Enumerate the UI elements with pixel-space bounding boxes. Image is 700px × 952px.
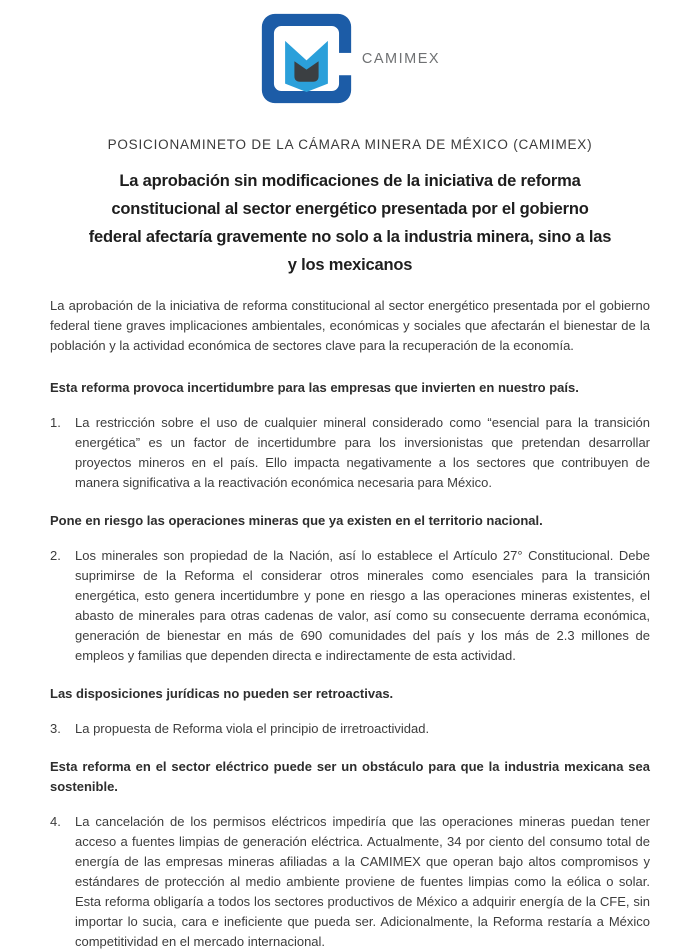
subhead-incertidumbre: Esta reforma provoca incertidumbre para las empresas que invierten en nuestro país.	[50, 380, 579, 395]
camimex-logo	[50, 12, 650, 105]
camimex-logo-icon	[260, 12, 353, 105]
document-heading: POSICIONAMINETO DE LA CÁMARA MINERA DE MÉXICO (CAMIMEX)	[107, 137, 593, 152]
document-title	[50, 167, 650, 279]
subhead-retroactivas: Las disposiciones jurídicas no pueden ser retroactivas.	[50, 686, 394, 701]
item-number: 3.	[50, 721, 61, 736]
item-text: La restricción sobre el uso de cualquier mineral considerado como “esencial para la transición energética” es un factor de incertidumbre para los inversionistas que pretendan desarrollar proyectos mineros en el país. Ello impacta negativamente a los sectores que contribuyen de manera significativa a la reactivación económica necesaria para México.	[75, 415, 650, 490]
logo-wordmark: CAMIMEX	[361, 50, 441, 67]
logo-ring-gap	[336, 53, 353, 75]
list-item-1	[50, 413, 650, 493]
item-text: Los minerales son propiedad de la Nación, así lo establece el Artículo 27° Constitucional. Debe suprimirse de la Reforma el considerar otros minerales como esenciales para la transición energética, esto genera incertidumbre y pone en riesgo a las operaciones mineras existentes, el abasto de minerales para otras cadenas de valor, así como su consecuente derrama económica, generación de bienestar en más de 690 comunidades del país y los más de 2.3 millones de empleos y familias que dependen directa e indirectamente de esta actividad.	[75, 548, 650, 663]
subhead-riesgo-operaciones: Pone en riesgo las operaciones mineras que ya existen en el territorio nacional.	[50, 513, 543, 528]
subhead-sector-electrico: Esta reforma en el sector eléctrico puede ser un obstáculo para que la industria mexicana sea sostenible.	[50, 759, 650, 794]
title-line: La aprobación sin modificaciones de la iniciativa de reforma	[119, 172, 581, 190]
title-line: constitucional al sector energético presentada por el gobierno	[111, 200, 589, 218]
title-line: federal afectaría gravemente no solo a la industria minera, sino a las	[88, 228, 612, 246]
list-item-4	[50, 812, 650, 952]
list-item-2	[50, 546, 650, 666]
logo-m-shape	[285, 41, 328, 92]
item-text: La propuesta de Reforma viola el principio de irretroactividad.	[75, 721, 430, 736]
intro-paragraph: La aprobación de la iniciativa de reforma constitucional al sector energético presentada por el gobierno federal tiene graves implicaciones ambientales, económicas y sociales que afectarán el bienestar de la población y la actividad económica de sectores clave para la recuperación de la economía.	[50, 298, 650, 353]
item-text: La cancelación de los permisos eléctricos impediría que las operaciones mineras puedan tener acceso a fuentes limpias de generación eléctrica. Actualmente, 34 por ciento del consumo total de energía de las empresas mineras afiliadas a la CAMIMEX que operan bajo altos compromisos y estándares de protección al medio ambiente proviene de fuentes limpias como la eólica o solar. Esta reforma obligaría a todos los sectores productivos de México a adquirir energía de la CFE, sin importar lo sucia, cara e ineficiente que pueda ser. Adicionalmente, la Reforma restaría a México competitividad en el mercado internacional.	[75, 814, 650, 949]
item-number: 1.	[50, 415, 61, 430]
title-line: y los mexicanos	[287, 256, 413, 274]
list-item-3	[50, 719, 650, 739]
item-number: 4.	[50, 814, 61, 829]
item-number: 2.	[50, 548, 61, 563]
